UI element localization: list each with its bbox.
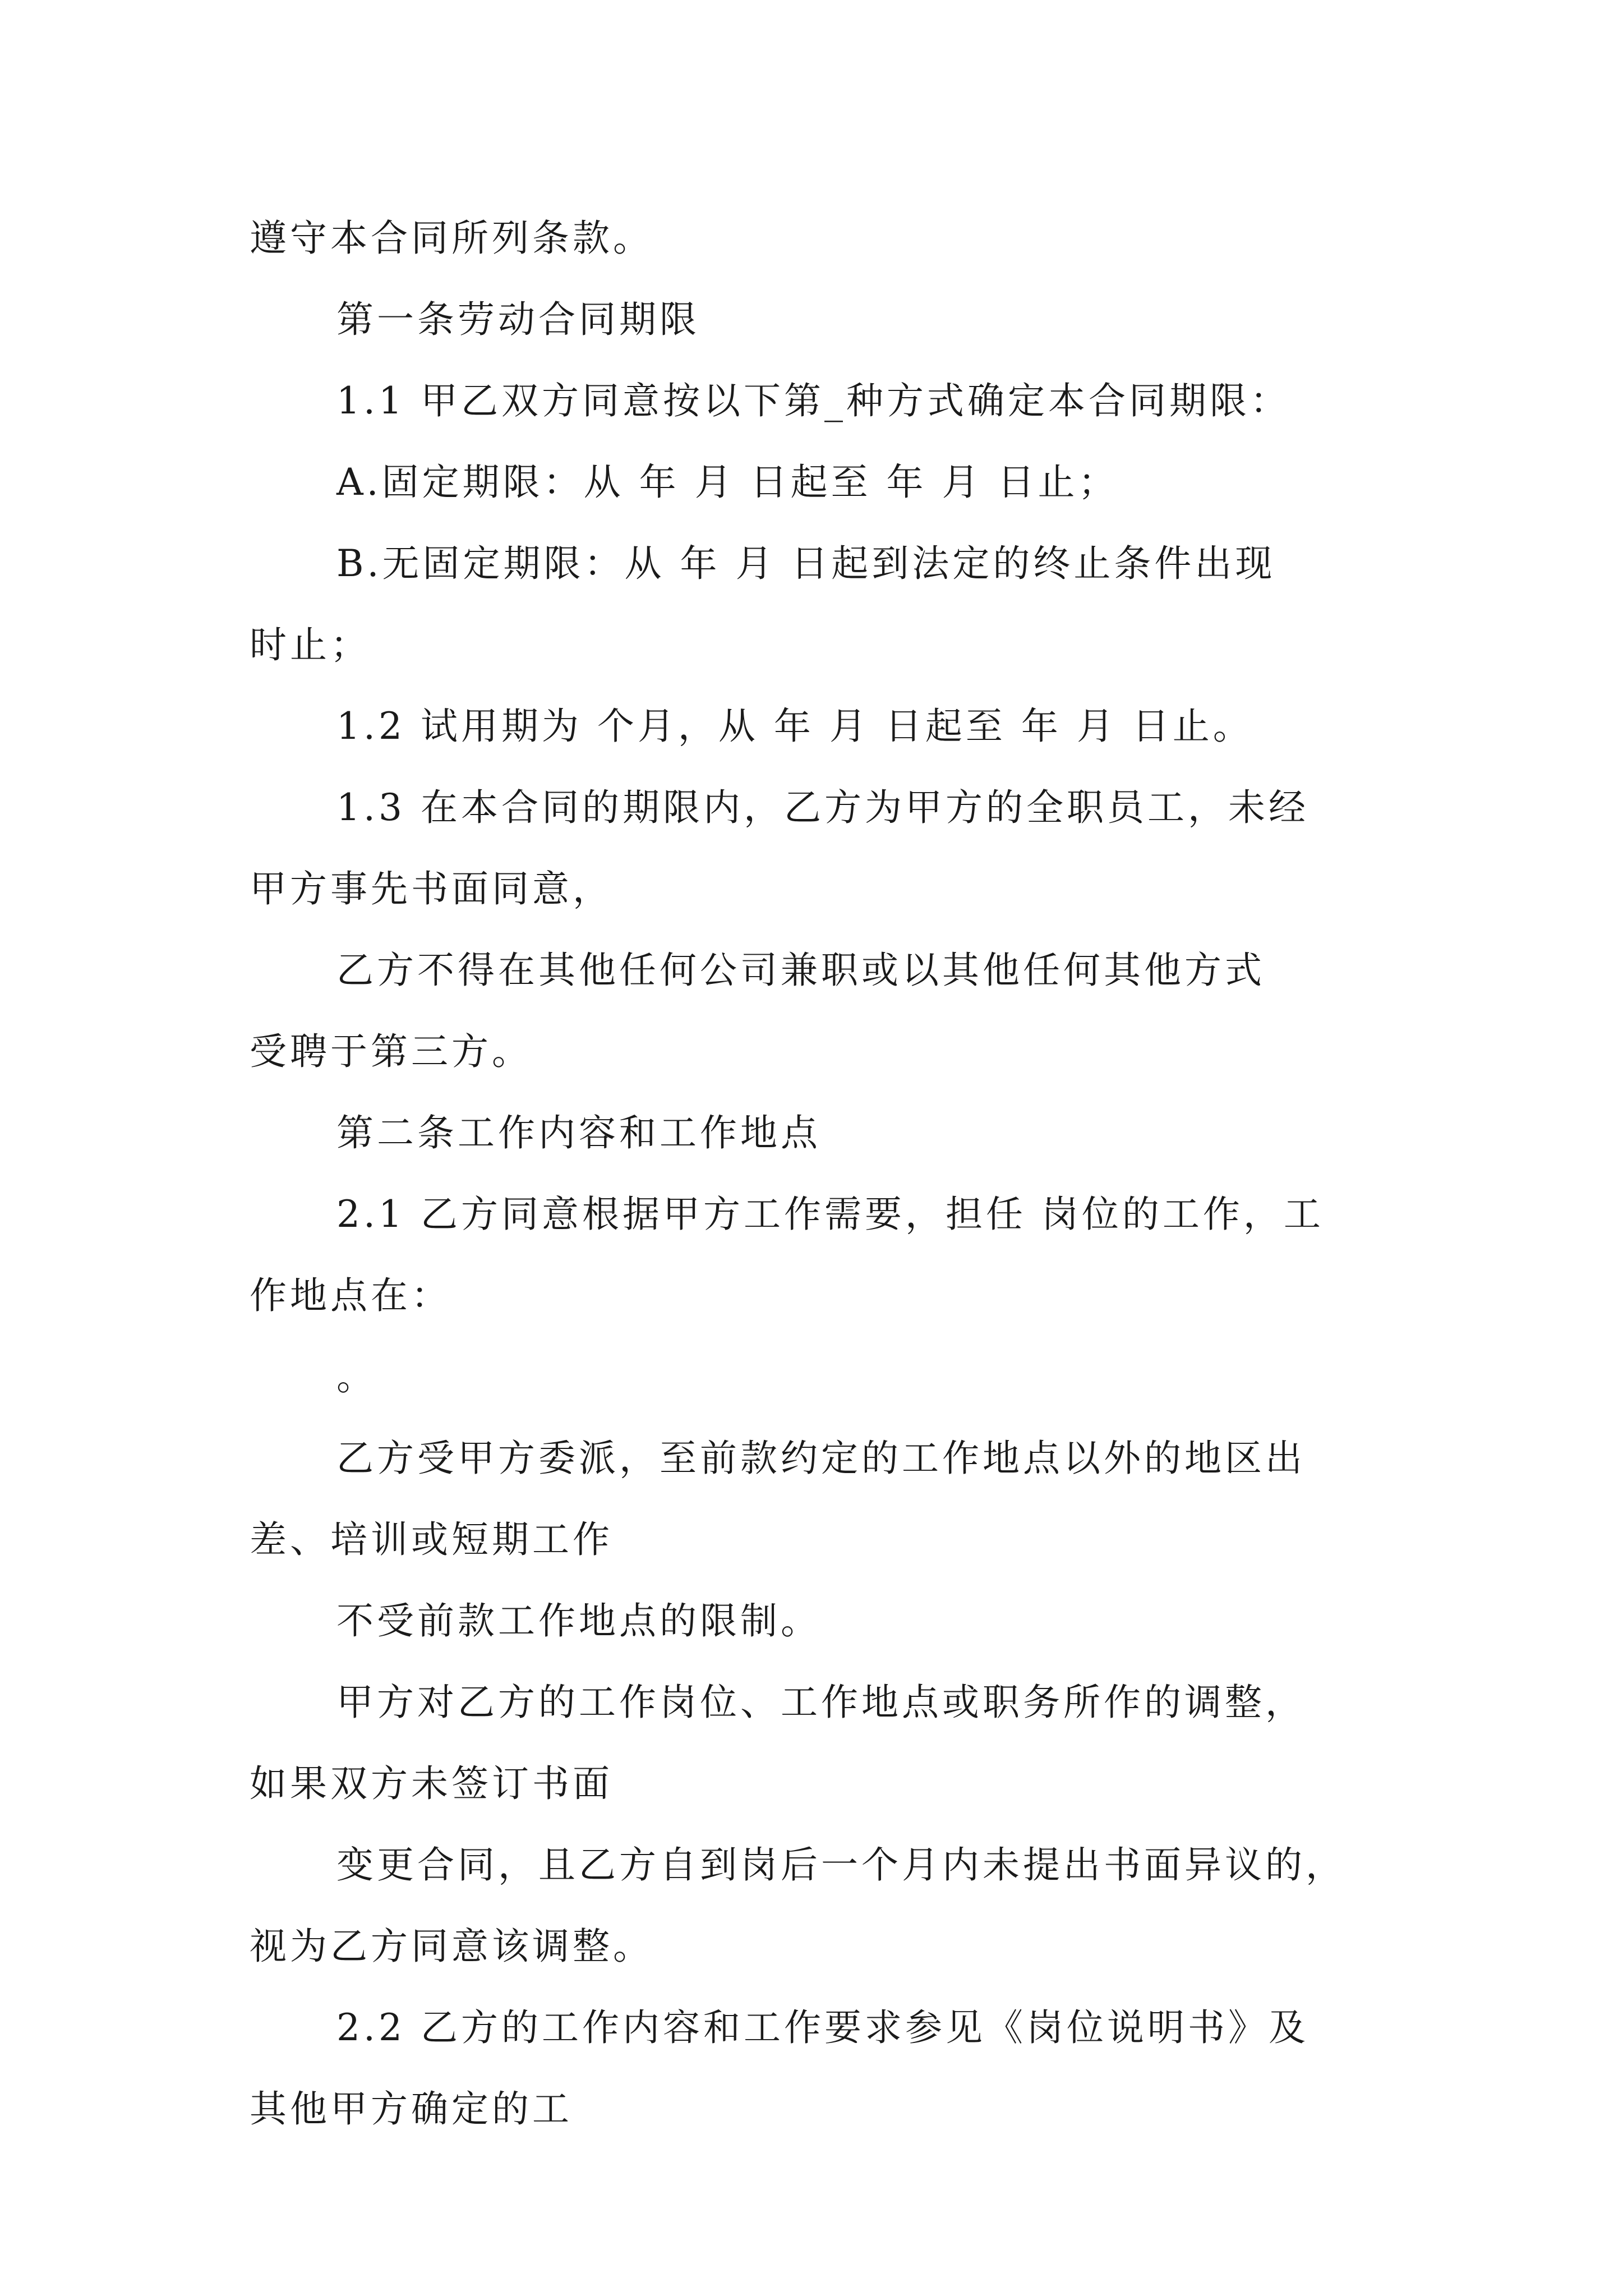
- text-line: 甲方对乙方的工作岗位、工作地点或职务所作的调整，: [336, 1681, 1306, 1724]
- text-line: 1.2 试用期为 个月，从 年 月 日起至 年 月 日止。: [336, 705, 1253, 748]
- text-line: 作地点在：: [250, 1274, 451, 1317]
- text-line: 乙方受甲方委派，至前款约定的工作地点以外的地区出: [336, 1437, 1306, 1480]
- section-heading: 第二条工作内容和工作地点: [336, 1111, 821, 1154]
- text-line: 受聘于第三方。: [250, 1030, 532, 1073]
- text-line: 1.1 甲乙双方同意按以下第_种方式确定本合同期限：: [336, 379, 1290, 422]
- text-line: 如果双方未签订书面: [250, 1762, 613, 1805]
- text-line: 甲方事先书面同意，: [250, 867, 613, 910]
- text-line: 乙方不得在其他任何公司兼职或以其他任何其他方式: [336, 949, 1265, 992]
- text-line: 1.3 在本合同的期限内，乙方为甲方的全职员工，未经: [336, 786, 1309, 829]
- text-line: 不受前款工作地点的限制。: [336, 1599, 821, 1642]
- text-line: 视为乙方同意该调整。: [250, 1925, 653, 1968]
- text-line: 差、培训或短期工作: [250, 1518, 613, 1561]
- text-line: 。: [336, 1355, 377, 1398]
- text-line: 时止；: [250, 623, 371, 666]
- text-line: 2.2 乙方的工作内容和工作要求参见《岗位说明书》及: [336, 2006, 1309, 2049]
- text-line: 遵守本合同所列条款。: [250, 217, 653, 260]
- text-line: B.无固定期限：从 年 月 日起到法定的终止条件出现: [336, 542, 1276, 585]
- text-line: A.固定期限：从 年 月 日起至 年 月 日止；: [336, 461, 1119, 504]
- section-heading: 第一条劳动合同期限: [336, 298, 700, 341]
- text-line: 变更合同，且乙方自到岗后一个月内未提出书面异议的，: [336, 1843, 1346, 1887]
- text-line: 其他甲方确定的工: [250, 2087, 573, 2131]
- text-line: 2.1 乙方同意根据甲方工作需要，担任 岗位的工作，工: [336, 1193, 1324, 1236]
